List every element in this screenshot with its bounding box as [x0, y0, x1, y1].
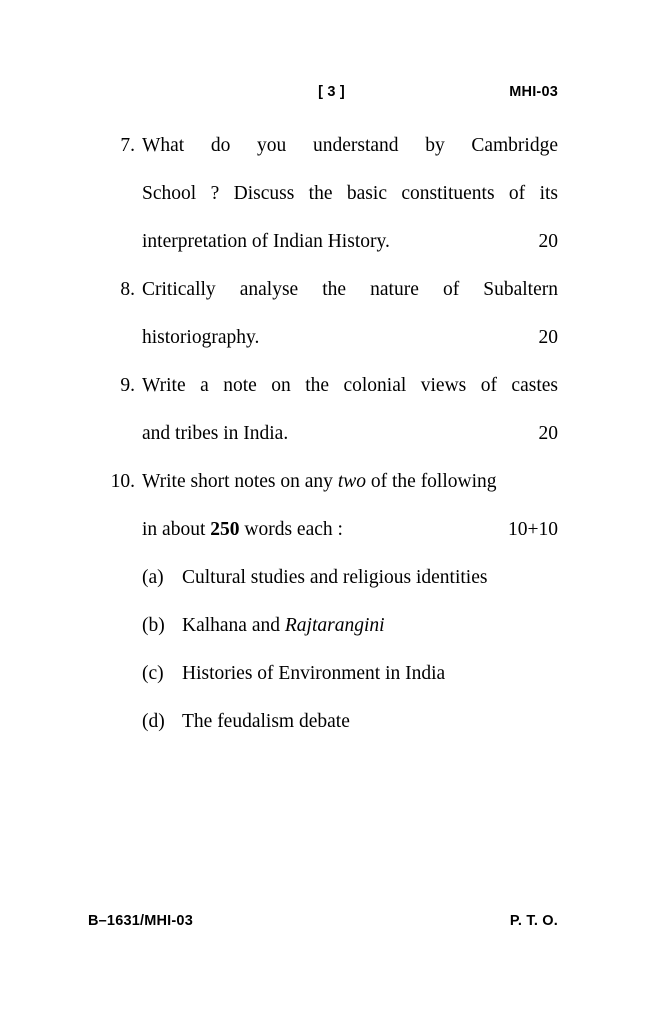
option-b-text: Kalhana and: [182, 615, 285, 636]
question-10-word-count: 250: [210, 519, 240, 540]
question-item-10: [95, 458, 558, 554]
question-10-option-d: [142, 698, 558, 746]
question-8-marks: 20: [538, 327, 558, 348]
question-7-line-1-text: What do you understand by Cambridge: [142, 135, 558, 156]
question-10-option-a: [142, 554, 558, 602]
question-7-line-3-text: interpretation of Indian History.: [142, 231, 390, 252]
question-7-marks: 20: [538, 231, 558, 252]
option-c-text: Histories of Environment in India: [182, 663, 446, 684]
question-8-line-2-text: historiography.: [142, 327, 260, 348]
option-d-label: (d): [142, 711, 165, 732]
page-header: [105, 84, 558, 106]
paper-code-label: MHI-03: [509, 84, 558, 100]
question-item-9: [95, 362, 558, 458]
question-body-10: [142, 458, 558, 554]
question-10-option-b: [142, 602, 558, 650]
option-a-text: Cultural studies and religious identities: [182, 567, 488, 588]
footer-pto-label: P. T. O.: [509, 913, 558, 929]
question-10-line-1-text-b: of the following: [366, 471, 497, 492]
page-footer: [88, 913, 558, 935]
question-7-line-3: [142, 218, 558, 266]
question-10-option-list: [142, 554, 558, 746]
footer-paper-code: B–1631/MHI-03: [88, 913, 193, 929]
page-number-label: [ 3 ]: [318, 84, 345, 100]
question-9-line-1-text: Write a note on the colonial views of castes: [142, 375, 558, 396]
question-10-line-2-text-b: words each :: [239, 519, 343, 540]
question-body-7: [142, 122, 558, 266]
question-9-marks: 20: [538, 423, 558, 444]
question-number-7: 7.: [120, 135, 135, 156]
question-body-9: [142, 362, 558, 458]
question-number-10: 10.: [110, 471, 135, 492]
question-10-line-1-text-a: Write short notes on any: [142, 471, 338, 492]
question-10-marks: 10+10: [508, 519, 558, 540]
option-b-label: (b): [142, 615, 165, 636]
option-a-label: (a): [142, 567, 164, 588]
question-10-option-c: [142, 650, 558, 698]
question-10-line-1-emphasis: two: [337, 471, 366, 492]
question-body-8: [142, 266, 558, 362]
question-number-9: 9.: [120, 375, 135, 396]
question-item-7: [95, 122, 558, 266]
question-8-line-1-text: Critically analyse the nature of Subaltern: [142, 279, 558, 300]
question-number-8: 8.: [120, 279, 135, 300]
question-8-line-1: [142, 266, 558, 314]
question-9-line-2-text: and tribes in India.: [142, 423, 289, 444]
question-7-line-2-text: School ? Discuss the basic constituents of its: [142, 183, 558, 204]
option-b-emphasis: Rajtarangini: [284, 615, 385, 636]
question-list: [95, 122, 558, 554]
question-8-line-2: [142, 314, 558, 362]
option-d-text: The feudalism debate: [182, 711, 350, 732]
question-10-line-1: [142, 458, 558, 506]
question-7-line-1: [142, 122, 558, 170]
question-9-line-2: [142, 410, 558, 458]
question-item-8: [95, 266, 558, 362]
question-10-line-2-text-a: in about: [142, 519, 211, 540]
question-10-line-2: [142, 506, 558, 554]
question-7-line-2: [142, 170, 558, 218]
option-c-label: (c): [142, 663, 164, 684]
question-9-line-1: [142, 362, 558, 410]
